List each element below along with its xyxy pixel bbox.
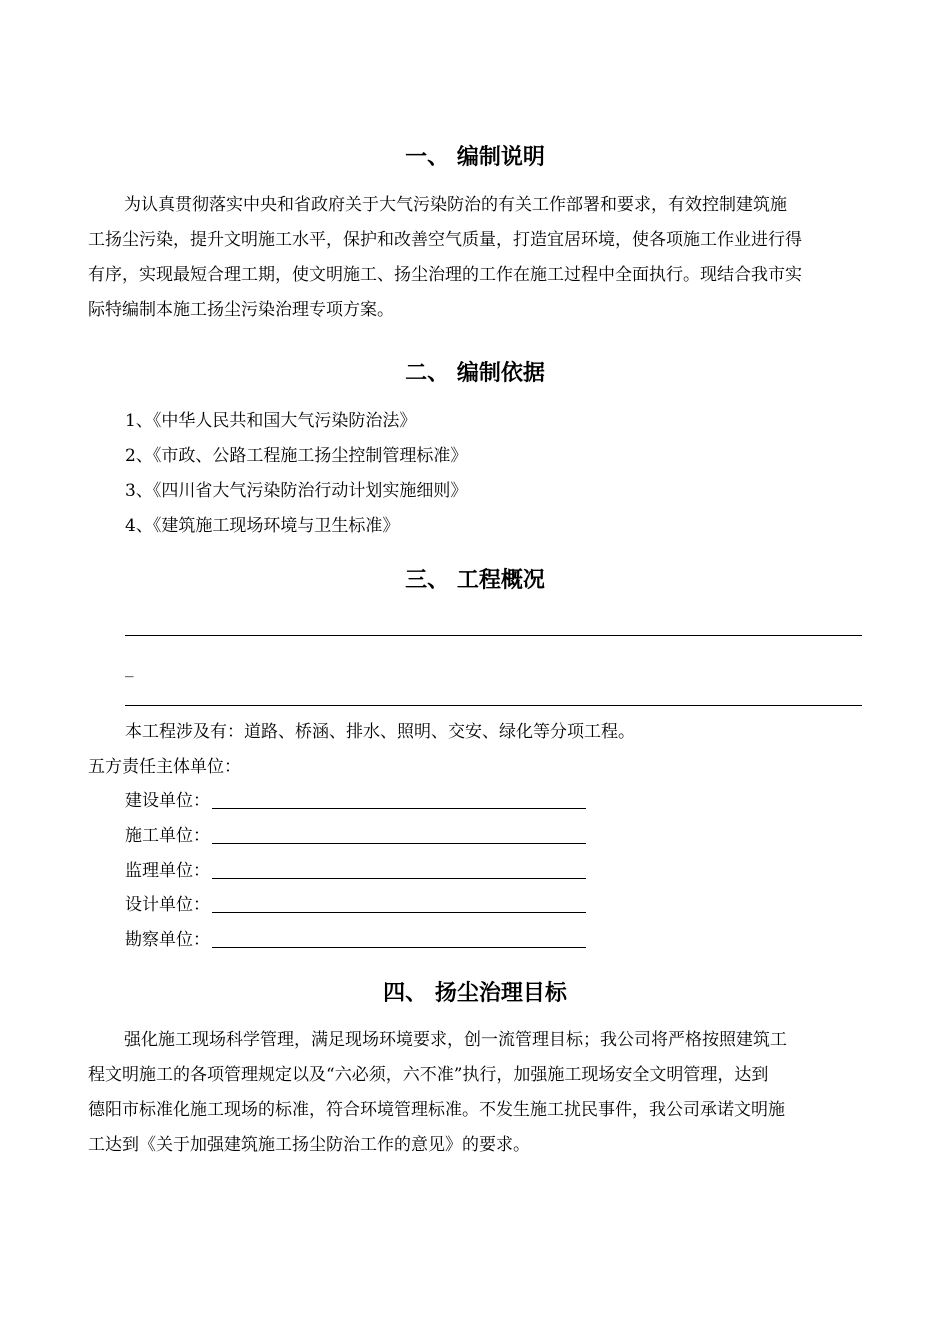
section-3-heading: 三、 工程概况	[405, 568, 545, 593]
unit-label: 设计单位：	[125, 895, 210, 915]
basis-item-3: 3、《四川省大气污染防治行动计划实施细则》	[125, 481, 468, 501]
fill-in-blank	[212, 912, 586, 913]
section-4-line-3: 德阳市标准化施工现场的标准，符合环境管理标准。不发生施工扰民事件，我公司承诺文明施	[88, 1100, 785, 1120]
parties-title: 五方责任主体单位：	[88, 757, 241, 777]
basis-item-1: 1、《中华人民共和国大气污染防治法》	[125, 411, 417, 431]
fill-in-blank	[212, 843, 586, 844]
fill-in-blank	[212, 808, 586, 809]
basis-item-4: 4、《建筑施工现场环境与卫生标准》	[125, 516, 400, 536]
fill-in-blank	[212, 878, 586, 879]
section-4-line-4: 工达到《关于加强建筑施工扬尘防治工作的意见》的要求。	[88, 1135, 530, 1155]
unit-row-construction	[125, 787, 586, 813]
unit-label: 监理单位：	[125, 861, 210, 881]
section-1-heading: 一、 编制说明	[405, 145, 545, 170]
overview-blank-line-1	[125, 635, 862, 636]
section-4-line-1: 强化施工现场科学管理，满足现场环境要求，创一流管理目标；我公司将严格按照建筑工	[124, 1030, 787, 1050]
unit-row-design	[125, 891, 586, 917]
fill-in-blank	[212, 947, 586, 948]
unit-row-survey	[125, 926, 586, 952]
overview-dash: _	[125, 658, 134, 678]
section-1-line-4: 际特编制本施工扬尘污染治理专项方案。	[88, 300, 394, 320]
section-2-heading: 二、 编制依据	[405, 361, 545, 386]
section-1-line-2: 工扬尘污染，提升文明施工水平，保护和改善空气质量，打造宜居环境，使各项施工作业进行得	[88, 230, 802, 250]
overview-blank-line-2	[125, 705, 862, 706]
section-4-heading: 四、 扬尘治理目标	[383, 981, 567, 1006]
unit-row-supervision	[125, 857, 586, 883]
section-4-line-2: 程文明施工的各项管理规定以及“六必须，六不准”执行，加强施工现场安全文明管理，达到	[88, 1065, 769, 1085]
project-scope-text: 本工程涉及有：道路、桥涵、排水、照明、交安、绿化等分项工程。	[125, 722, 635, 742]
section-1-line-1: 为认真贯彻落实中央和省政府关于大气污染防治的有关工作部署和要求，有效控制建筑施	[124, 195, 787, 215]
unit-label: 施工单位：	[125, 826, 210, 846]
basis-item-2: 2、《市政、公路工程施工扬尘控制管理标准》	[125, 446, 468, 466]
unit-label: 勘察单位：	[125, 930, 210, 950]
unit-label: 建设单位：	[125, 791, 210, 811]
unit-row-contractor	[125, 822, 586, 848]
section-1-line-3: 有序，实现最短合理工期，使文明施工、扬尘治理的工作在施工过程中全面执行。现结合我市实	[88, 265, 802, 285]
